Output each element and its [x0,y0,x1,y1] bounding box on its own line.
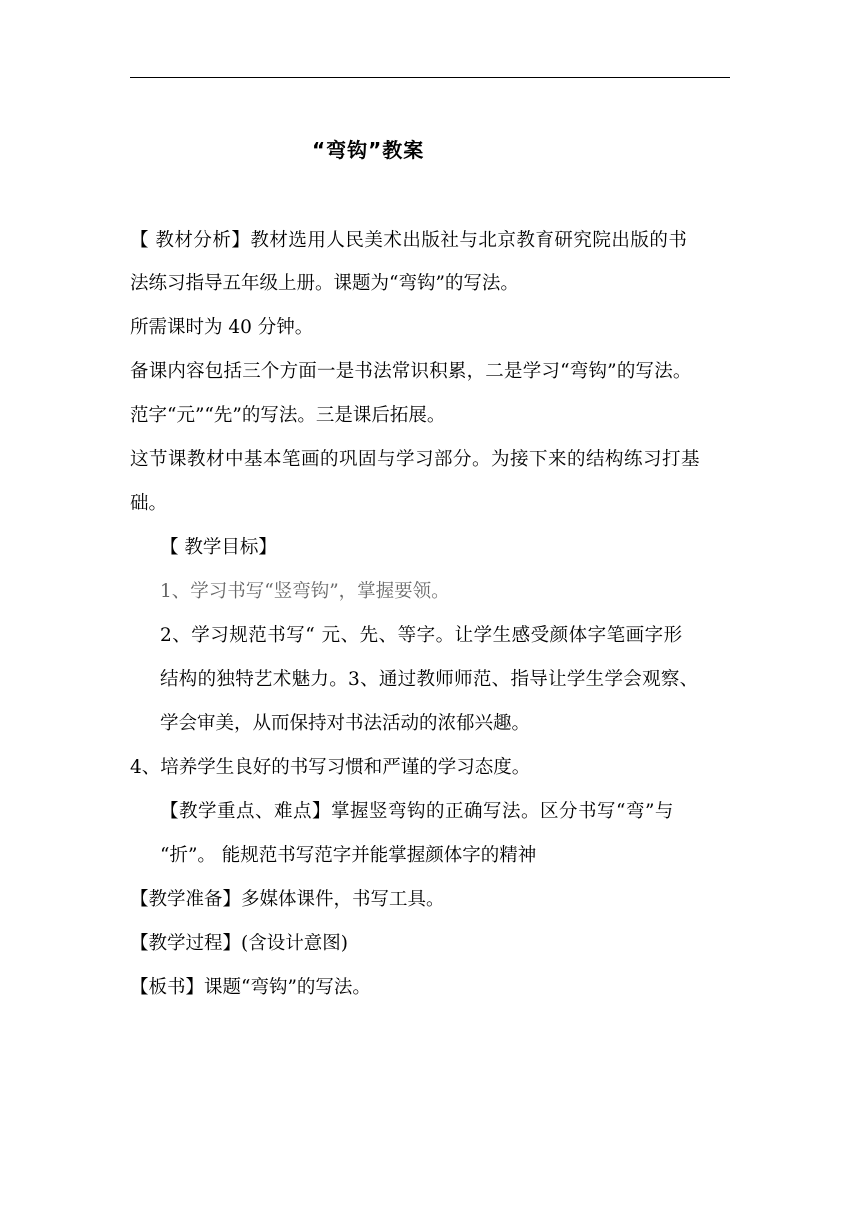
text-line-content-2: 范字“元”“先”的写法。三是课后拓展。 [130,405,446,426]
text-line-objective-4: 4、培养学生良好的书写习惯和严谨的学习态度。 [130,757,531,778]
header-rule [130,77,730,78]
text-line-objectives-heading: 【 教学目标】 [160,537,277,558]
text-line-blackboard: 【板书】课题“弯钩”的写法。 [130,977,371,998]
text-line-objective-2a: 2、学习规范书写“ 元、先、等字。让学生感受颜体字笔画字形 [160,625,683,646]
text-line-key-points-2: “折”。 能规范书写范字并能掌握颜体字的精神 [160,845,537,866]
text-line-objective-2b: 结构的独特艺术魅力。3、通过教师师范、指导让学生学会观察、 [160,669,699,690]
text-line-objective-1: 1、学习书写“竖弯钩”，掌握要领。 [160,581,450,602]
text-line-materials-analysis-2: 法练习指导五年级上册。课题为“弯钩”的写法。 [130,273,519,294]
text-line-materials-analysis-1: 【 教材分析】教材选用人民美术出版社与北京教育研究院出版的书 [130,230,688,251]
text-line-process: 【教学过程】(含设计意图) [130,933,348,954]
text-line-preparation: 【教学准备】多媒体课件，书写工具。 [130,889,445,910]
document-title: “弯钩”教案 [312,138,425,162]
text-line-content-4: 础。 [130,493,168,514]
text-line-content-1: 备课内容包括三个方面一是书法常识积累，二是学习“弯钩”的写法。 [130,361,692,382]
text-line-key-points-1: 【教学重点、难点】掌握竖弯钩的正确写法。区分书写“弯”与 [160,801,674,822]
text-line-lesson-duration: 所需课时为 40 分钟。 [130,317,314,338]
text-line-objective-2c: 学会审美，从而保持对书法活动的浓郁兴趣。 [160,713,531,734]
text-line-content-3: 这节课教材中基本笔画的巩固与学习部分。为接下来的结构练习打基 [130,449,701,470]
